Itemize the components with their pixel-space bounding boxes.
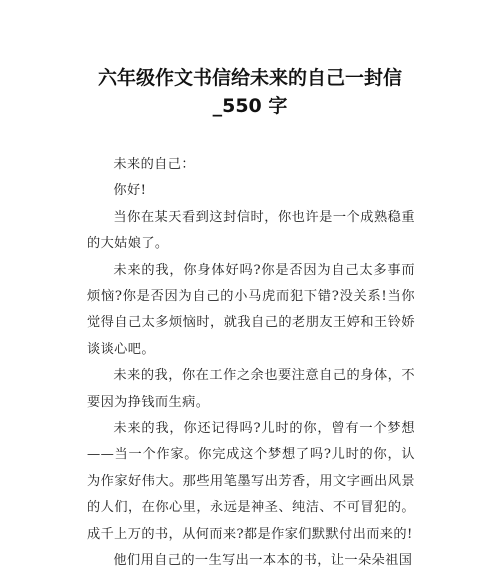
paragraph: 未来的我，你在工作之余也要注意自己的身体，不要因为挣钱而生病。 (87, 368, 415, 410)
title-line-1: 六年级作文书信给未来的自己一封信 (97, 67, 402, 89)
greeting: 你好! (113, 183, 147, 199)
paragraph: 当你在某天看到这封信时，你也许是一个成熟稳重的大姑娘了。 (87, 209, 415, 252)
paragraph: 他们用自己的一生写出一本本的书，让一朵朵祖国 (113, 553, 413, 569)
salutation: 未来的自己： (113, 157, 195, 172)
document-title (60, 64, 440, 120)
letter-body (87, 152, 415, 575)
paragraph: 未来的我，你还记得吗?儿时的你，曾有一个梦想——当一个作家。你完成这个梦想了吗?儿时的你，认为作家好伟大。那些用笔墨写出芳香，用文字画出风景的人们，在你心里，永远是神圣、纯洁、不可冒犯的。成千上万的书，从何而来?都是作家们默默付出而来的! (87, 421, 415, 542)
title-line-2: _550 字 (212, 95, 288, 117)
paragraph: 未来的我，你身体好吗?你是否因为自己太多事而烦恼?你是否因为自己的小马虎而犯下错?没关系!当你觉得自己太多烦恼时，就我自己的老朋友王婷和王铃娇谈谈心吧。 (87, 262, 415, 357)
